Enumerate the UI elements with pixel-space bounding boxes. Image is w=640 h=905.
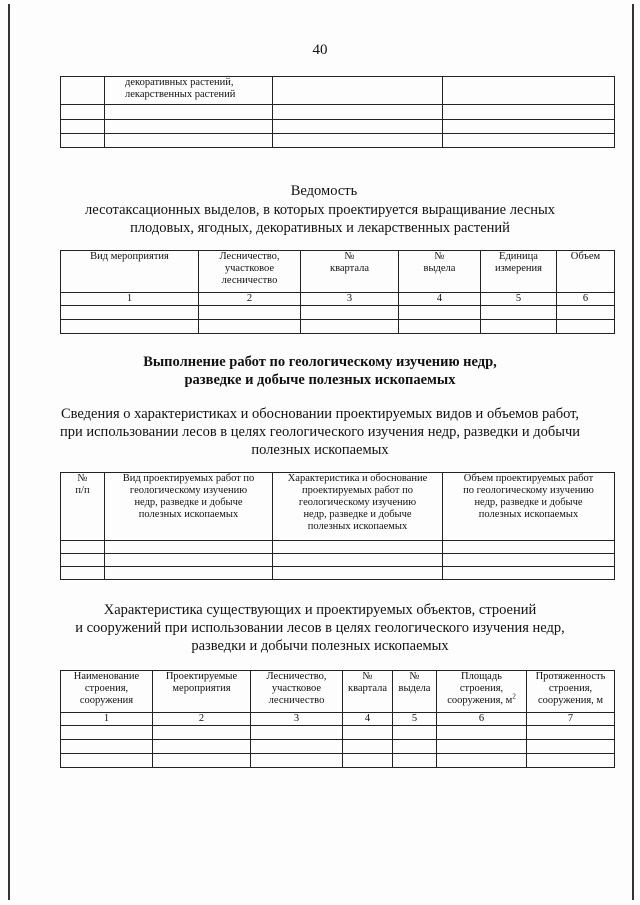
column-number: 1: [61, 293, 199, 306]
header-cell: Наименование строения, сооружения: [61, 671, 153, 713]
subtitle-line: полезных ископаемых: [251, 442, 389, 458]
header-cell: Объем проектируемых работ по геологическому изучению недр, разведке и добыче полезных ископаемых: [443, 473, 615, 541]
header-cell: Объем: [557, 251, 615, 293]
table-row: [61, 726, 615, 740]
title-line: разведке и добыче полезных ископаемых: [184, 372, 456, 388]
column-number: 4: [343, 713, 393, 726]
header-cell: Вид мероприятия: [61, 251, 199, 293]
column-number: 6: [437, 713, 527, 726]
header-cell: № квартала: [301, 251, 399, 293]
subtitle-line: плодовых, ягодных, декоративных и лекарственных растений: [130, 220, 510, 236]
column-number: 3: [251, 713, 343, 726]
header-cell: Проектируемые мероприятия: [153, 671, 251, 713]
table-cell: [61, 77, 105, 105]
column-number: 4: [399, 293, 481, 306]
page-number: 40: [312, 42, 328, 58]
table-cell: [273, 77, 443, 105]
header-cell: № п/п: [61, 473, 105, 541]
table-row: [61, 120, 615, 134]
header-cell: Вид проектируемых работ по геологическому изучению недр, разведке и добыче полезных ископаемых: [105, 473, 273, 541]
table-row: [61, 740, 615, 754]
title-line: Выполнение работ по геологическому изучению недр,: [143, 354, 497, 370]
table-cell: [105, 77, 273, 105]
table-row: [61, 541, 615, 554]
column-number: 5: [481, 293, 557, 306]
section2-subtitle: [0, 405, 640, 459]
table-row: [61, 554, 615, 567]
area-unit-superscript: 2: [512, 692, 516, 701]
cell-line: декоративных растений,: [125, 77, 234, 88]
cell-line: лекарственных растений: [125, 89, 236, 100]
table-row: [61, 105, 615, 120]
table-row: [61, 306, 615, 320]
header-row: [61, 251, 615, 293]
header-row: [61, 671, 615, 713]
header-cell: Единица измерения: [481, 251, 557, 293]
header-cell: Лесничество, участковое лесничество: [199, 251, 301, 293]
continuation-table: [60, 76, 615, 148]
table-row: [61, 320, 615, 334]
column-number: 3: [301, 293, 399, 306]
header-row: [61, 473, 615, 541]
subtitle-line: Сведения о характеристиках и обосновании проектируемых видов и объемов работ,: [60, 406, 580, 422]
structures-table: [60, 670, 615, 768]
header-cell: Лесничество, участковое лесничество: [251, 671, 343, 713]
header-cell: Протяженность строения, сооружения, м: [527, 671, 615, 713]
section2-title: [0, 353, 640, 389]
subtitle-line: лесотаксационных выделов, в которых проектируется выращивание лесных: [85, 202, 555, 218]
column-number: 1: [61, 713, 153, 726]
column-number: 7: [527, 713, 615, 726]
column-number: 5: [393, 713, 437, 726]
title-line: и сооружений при использовании лесов в целях геологического изучения недр,: [75, 620, 565, 636]
header-cell: № выдела: [393, 671, 437, 713]
title-line: разведки и добычи полезных ископаемых: [191, 638, 449, 654]
number-row: [61, 713, 615, 726]
header-cell: № выдела: [399, 251, 481, 293]
column-number: 2: [199, 293, 301, 306]
column-number: 6: [557, 293, 615, 306]
section1-subtitle: [0, 201, 640, 237]
number-row: [61, 293, 615, 306]
table-row: [61, 134, 615, 148]
table-row: [61, 754, 615, 768]
section1-title: Ведомость: [290, 183, 358, 199]
table-row: [61, 567, 615, 580]
column-number: 2: [153, 713, 251, 726]
header-cell: Площадь строения, сооружения, $м^2$: [437, 671, 527, 713]
geological-works-table: [60, 472, 615, 580]
subtitle-line: при использовании лесов в целях геологического изучения недр, разведки и добычи: [59, 424, 581, 440]
forest-plots-table: [60, 250, 615, 334]
header-cell: Характеристика и обоснование проектируемых работ по геологическому изучению недр, разведке и добыче полезных ископаемых: [273, 473, 443, 541]
title-line: Характеристика существующих и проектируемых объектов, строений: [103, 602, 537, 618]
table-cell: [443, 77, 615, 105]
header-cell: № квартала: [343, 671, 393, 713]
section3-title: [0, 601, 640, 655]
